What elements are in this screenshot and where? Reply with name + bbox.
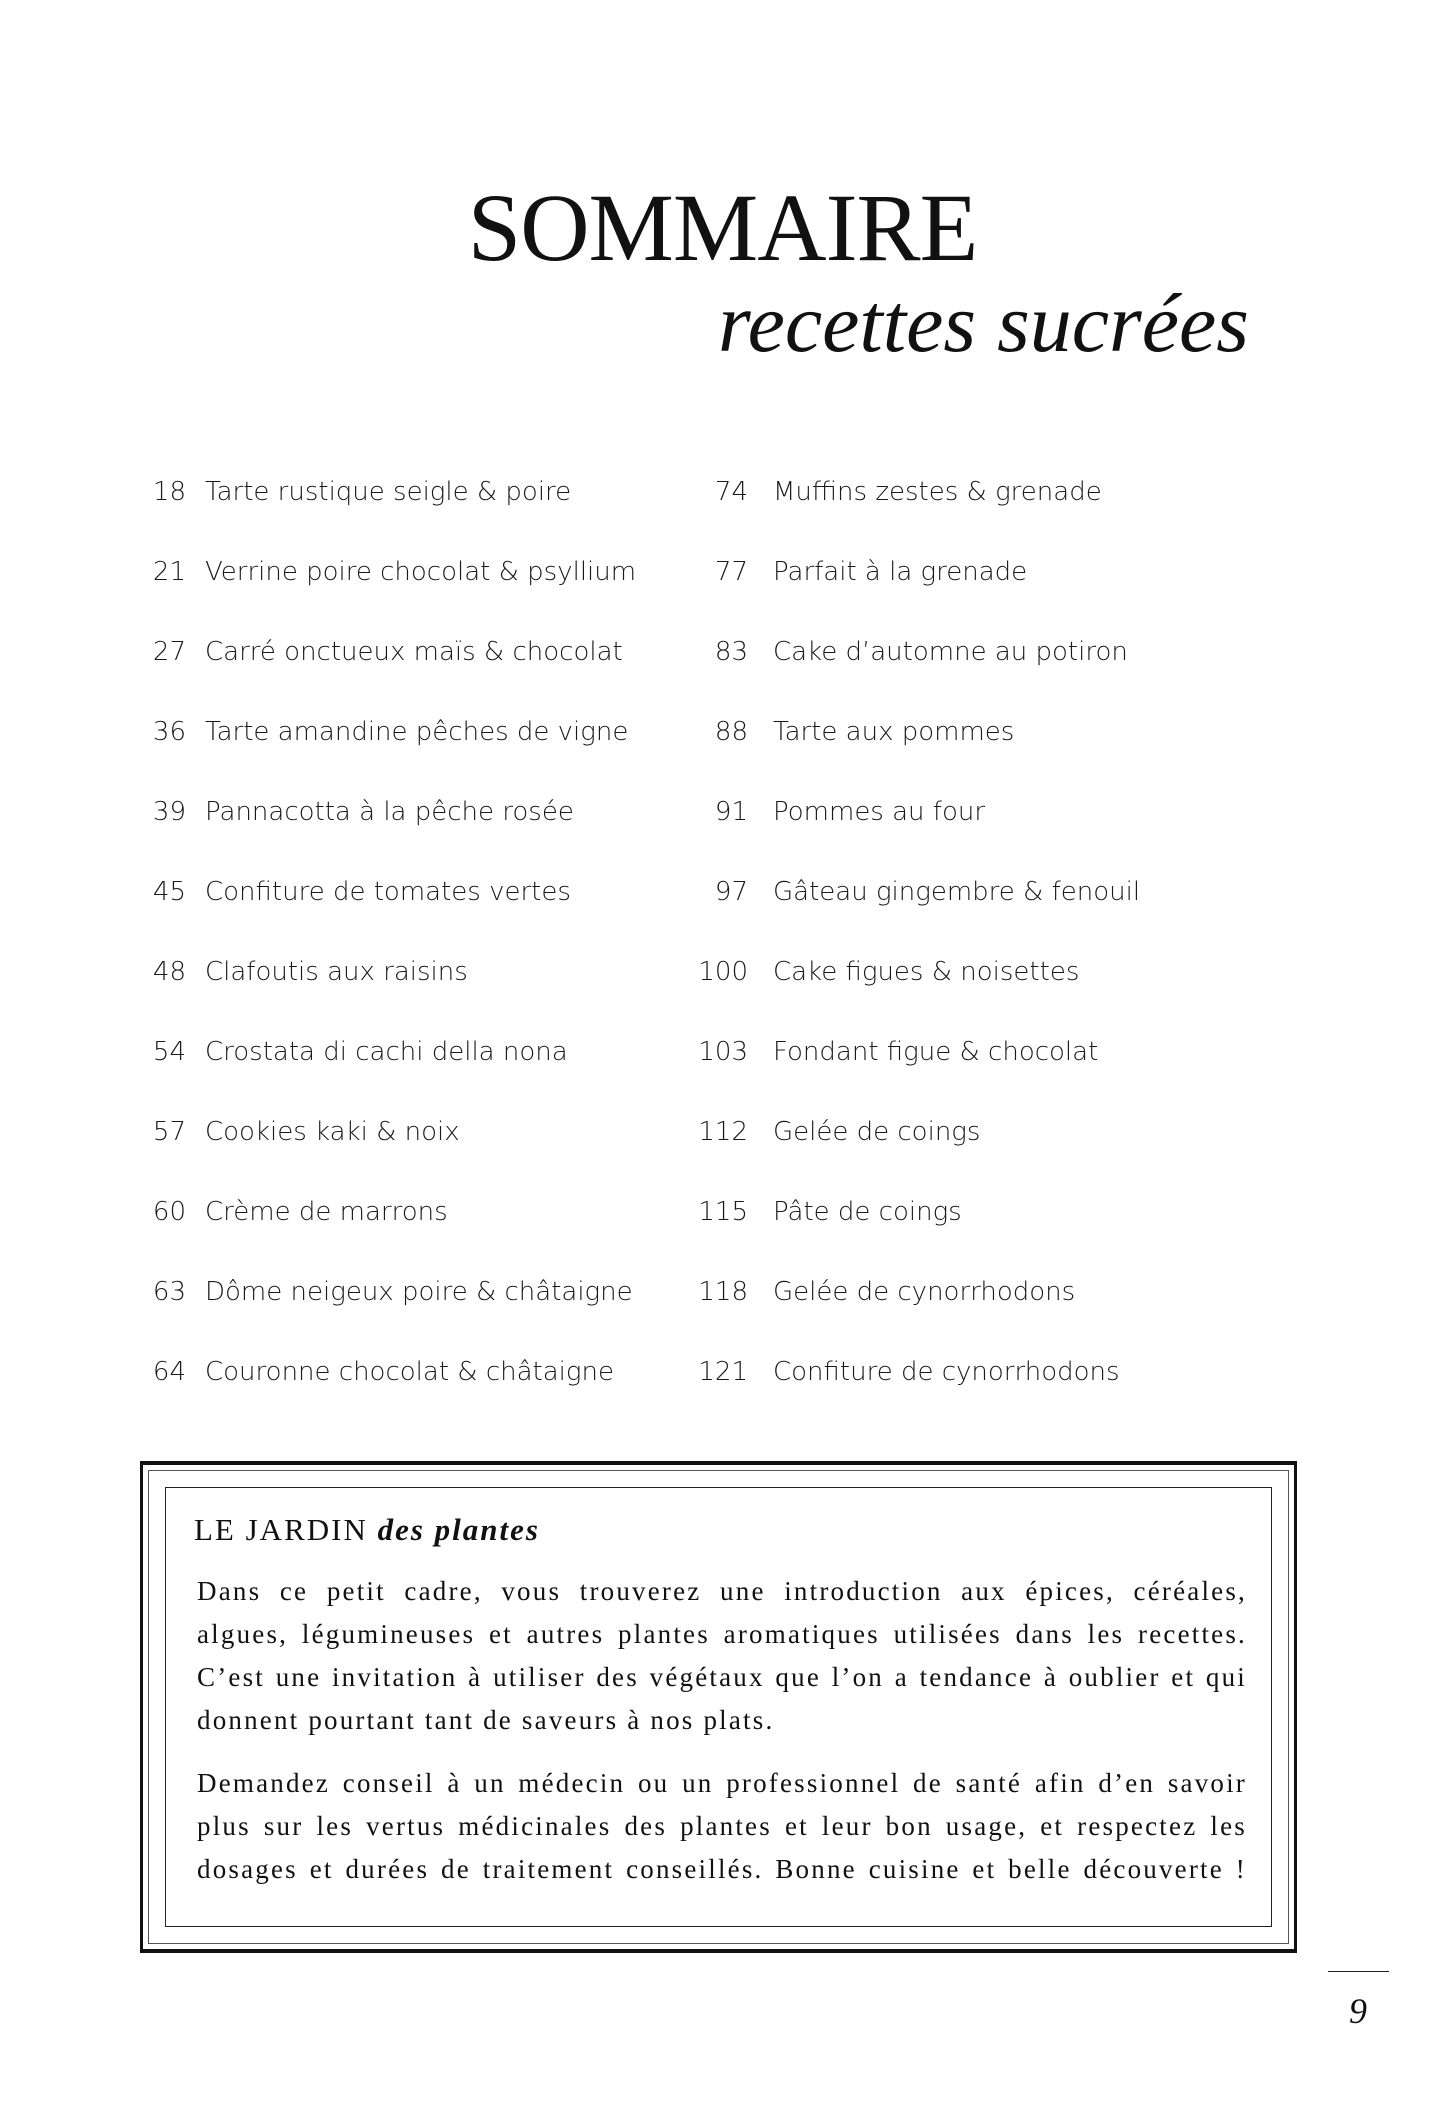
toc-page-number: 64 — [152, 1357, 186, 1387]
toc-page-number: 100 — [698, 957, 748, 987]
toc-entry[interactable] — [140, 472, 636, 552]
toc-page-number: 115 — [698, 1197, 748, 1227]
toc-entry[interactable] — [140, 872, 636, 952]
page-subtitle: recettes sucrées — [718, 277, 1249, 370]
toc-entry[interactable] — [140, 1192, 636, 1272]
toc-recipe-title: Verrine poire chocolat & psyllium — [205, 557, 637, 587]
toc-entry[interactable] — [140, 1272, 636, 1352]
paragraph-line: algues, légumineuses et autres plantes aromatiques utilisées dans les recettes. — [197, 1619, 1247, 1649]
toc-recipe-title: Dôme neigeux poire & châtaigne — [205, 1277, 633, 1307]
toc-page-number: 54 — [152, 1037, 186, 1067]
toc-page-number: 63 — [152, 1277, 186, 1307]
toc-entry[interactable] — [140, 552, 636, 632]
toc-page-number: 60 — [152, 1197, 186, 1227]
toc-recipe-title: Cake d’automne au potiron — [773, 637, 1128, 667]
toc-entry[interactable] — [690, 792, 1140, 872]
page-number: 9 — [1349, 1991, 1367, 2031]
toc-recipe-title: Muffins zestes & grenade — [773, 477, 1102, 507]
toc-page-number: 45 — [152, 877, 186, 907]
toc-page-number: 83 — [714, 637, 748, 667]
toc-page-number: 112 — [698, 1117, 748, 1147]
toc-recipe-title: Fondant figue & chocolat — [773, 1037, 1099, 1067]
jardin-heading — [194, 1512, 540, 1548]
toc-recipe-title: Pommes au four — [773, 797, 986, 827]
jardin-paragraph-1 — [197, 1570, 1247, 1742]
toc-entry[interactable] — [690, 1192, 1140, 1272]
toc-recipe-title: Parfait à la grenade — [773, 557, 1028, 587]
toc-entry[interactable] — [140, 1352, 636, 1432]
toc-entry[interactable] — [140, 712, 636, 792]
jardin-heading-caps: LE JARDIN — [194, 1512, 368, 1547]
toc-entry[interactable] — [690, 1352, 1140, 1432]
toc-entry[interactable] — [140, 632, 636, 712]
toc-recipe-title: Gâteau gingembre & fenouil — [773, 877, 1141, 907]
toc-page-number: 97 — [714, 877, 748, 907]
toc-recipe-title: Gelée de cynorrhodons — [773, 1277, 1076, 1307]
toc-recipe-title: Crème de marrons — [205, 1197, 448, 1227]
toc-page-number: 121 — [698, 1357, 748, 1387]
toc-recipe-title: Tarte rustique seigle & poire — [205, 477, 572, 507]
toc-recipe-title: Clafoutis aux raisins — [205, 957, 468, 987]
toc-page-number: 88 — [714, 717, 748, 747]
toc-recipe-title: Pâte de coings — [773, 1197, 962, 1227]
toc-entry[interactable] — [690, 872, 1140, 952]
toc-recipe-title: Tarte aux pommes — [773, 717, 1015, 747]
toc-recipe-title: Cookies kaki & noix — [205, 1117, 460, 1147]
toc-recipe-title: Couronne chocolat & châtaigne — [205, 1357, 614, 1387]
toc-entry[interactable] — [140, 1112, 636, 1192]
toc-entry[interactable] — [690, 712, 1140, 792]
toc-page-number: 77 — [714, 557, 748, 587]
toc-recipe-title: Carré onctueux maïs & chocolat — [205, 637, 623, 667]
toc-recipe-title: Confiture de cynorrhodons — [773, 1357, 1120, 1387]
toc-entry[interactable] — [690, 632, 1140, 712]
toc-recipe-title: Cake figues & noisettes — [773, 957, 1080, 987]
toc-page-number: 48 — [152, 957, 186, 987]
toc-entry[interactable] — [690, 552, 1140, 632]
paragraph-line: Dans ce petit cadre, vous trouverez une introduction aux épices, céréales, — [197, 1576, 1247, 1606]
toc-left-column — [140, 472, 636, 1432]
page-title: SOMMAIRE — [467, 174, 978, 281]
toc-page-number: 39 — [152, 797, 186, 827]
toc-entry[interactable] — [690, 952, 1140, 1032]
toc-entry[interactable] — [690, 1032, 1140, 1112]
paragraph-line: Demandez conseil à un médecin ou un professionnel de santé afin d’en savoir — [197, 1768, 1247, 1798]
toc-page-number: 57 — [152, 1117, 186, 1147]
toc-page-number: 118 — [698, 1277, 748, 1307]
toc-page-number: 27 — [152, 637, 186, 667]
toc-entry[interactable] — [140, 952, 636, 1032]
toc-entry[interactable] — [690, 472, 1140, 552]
toc-entry[interactable] — [140, 792, 636, 872]
toc-recipe-title: Crostata di cachi della nona — [205, 1037, 568, 1067]
toc-entry[interactable] — [690, 1272, 1140, 1352]
paragraph-line: C’est une invitation à utiliser des végétaux que l’on a tendance à oublier et qui — [197, 1662, 1247, 1692]
paragraph-line: donnent pourtant tant de saveurs à nos plats. — [197, 1705, 775, 1735]
toc-entry[interactable] — [690, 1112, 1140, 1192]
toc-recipe-title: Gelée de coings — [773, 1117, 981, 1147]
paragraph-line: dosages et durées de traitement conseillés. Bonne cuisine et belle découverte ! — [197, 1854, 1247, 1884]
toc-recipe-title: Confiture de tomates vertes — [205, 877, 571, 907]
toc-page-number: 36 — [152, 717, 186, 747]
page-number-rule — [1328, 1971, 1389, 1972]
toc-page-number: 103 — [698, 1037, 748, 1067]
paragraph-line: plus sur les vertus médicinales des plantes et leur bon usage, et respectez les — [197, 1811, 1247, 1841]
toc-page-number: 18 — [152, 477, 186, 507]
toc-entry[interactable] — [140, 1032, 636, 1112]
toc-recipe-title: Pannacotta à la pêche rosée — [205, 797, 574, 827]
jardin-heading-italic: des plantes — [377, 1512, 540, 1547]
toc-right-column — [690, 472, 1140, 1432]
toc-recipe-title: Tarte amandine pêches de vigne — [205, 717, 629, 747]
jardin-paragraph-2 — [197, 1762, 1247, 1891]
toc-page-number: 74 — [714, 477, 748, 507]
toc-page-number: 21 — [152, 557, 186, 587]
toc-page-number: 91 — [714, 797, 748, 827]
